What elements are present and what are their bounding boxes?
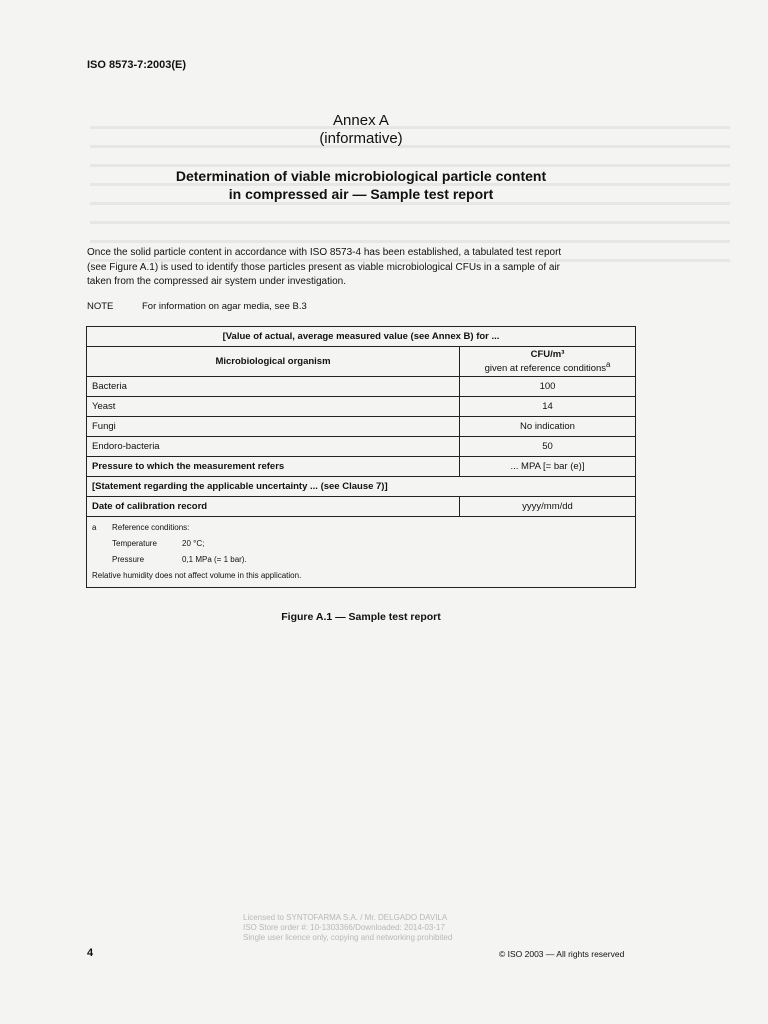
column-header-organism: Microbiological organism	[87, 347, 460, 377]
table-row	[87, 377, 636, 397]
annex-subtitle: (informative)	[319, 130, 403, 147]
figure-caption: Figure A.1 — Sample test report	[281, 611, 441, 623]
footnote-temp-label: Temperature	[112, 539, 157, 549]
footnote-pressure-label: Pressure	[112, 555, 145, 565]
footnote-humidity-note: Relative humidity does not affect volume in this application.	[92, 571, 302, 581]
table-row	[87, 497, 636, 517]
table-row	[87, 397, 636, 417]
value-cell: 14	[460, 397, 636, 417]
pressure-value: ... MPA [= bar (e)]	[460, 457, 636, 477]
uncertainty-statement: [Statement regarding the applicable uncertainty ... (see Clause 7)]	[87, 477, 636, 497]
cfu-unit: CFU/m³	[530, 349, 565, 360]
footnote-reference-line	[92, 520, 630, 536]
calibration-value: yyyy/mm/dd	[460, 497, 636, 517]
licence-line-3: Single user licence only, copying and networking prohibited	[243, 933, 453, 942]
intro-line-3: taken from the compressed air system under investigation.	[87, 276, 347, 287]
note	[87, 301, 307, 312]
annex-title: Annex A	[333, 112, 389, 129]
value-cell: 100	[460, 377, 636, 397]
organism-cell: Bacteria	[87, 377, 460, 397]
table-row	[87, 477, 636, 497]
footnote-temp-value: 20 °C;	[182, 539, 205, 549]
licence-line-2: ISO Store order #: 10-1303366/Downloaded: 2014-03-17	[243, 923, 445, 932]
intro-line-2: (see Figure A.1) is used to identify those particles present as viable microbiological CFUs in a sample of air	[87, 261, 560, 273]
pressure-label: Pressure to which the measurement refers	[87, 457, 460, 477]
calibration-label: Date of calibration record	[87, 497, 460, 517]
table-row	[87, 417, 636, 437]
organism-cell: Endoro-bacteria	[87, 437, 460, 457]
organism-cell: Fungi	[87, 417, 460, 437]
licence-line-1: Licensed to SYNTOFARMA S.A. / Mr. DELGADO DAVILA	[243, 913, 448, 922]
note-text: For information on agar media, see B.3	[142, 301, 307, 312]
footnote-marker: a	[92, 523, 97, 533]
table-footnote	[87, 517, 636, 588]
footnote-temperature-line	[92, 536, 630, 552]
page-number: 4	[87, 947, 94, 959]
value-cell: No indication	[460, 417, 636, 437]
footnote-pressure-line	[92, 552, 630, 568]
licence-watermark	[243, 913, 452, 943]
cfu-reference	[465, 360, 630, 374]
intro-paragraph	[87, 246, 639, 290]
main-title-line-1: Determination of viable microbiological particle content	[175, 168, 547, 184]
main-title	[0, 167, 722, 203]
intro-line-1: Once the solid particle content in accordance with ISO 8573-4 has been established, a tabulated test report	[87, 247, 562, 258]
footnote-marker: a	[606, 360, 611, 369]
value-cell: 50	[460, 437, 636, 457]
cfu-reference-text: given at reference conditions	[484, 363, 607, 375]
footnote-ref-conditions: Reference conditions:	[112, 523, 190, 533]
column-header-cfu	[460, 347, 636, 377]
note-label: NOTE	[87, 301, 114, 312]
sample-test-report-table	[86, 326, 636, 588]
organism-cell: Yeast	[87, 397, 460, 417]
main-title-line-2: in compressed air — Sample test report	[228, 186, 494, 202]
table-row	[87, 437, 636, 457]
footnote-pressure-value: 0,1 MPa (= 1 bar).	[182, 555, 247, 565]
table-row	[87, 457, 636, 477]
table-caption-row: [Value of actual, average measured value (see Annex B) for ...	[87, 327, 636, 347]
copyright-notice: © ISO 2003 — All rights reserved	[499, 949, 625, 959]
document-id: ISO 8573-7:2003(E)	[87, 59, 187, 71]
